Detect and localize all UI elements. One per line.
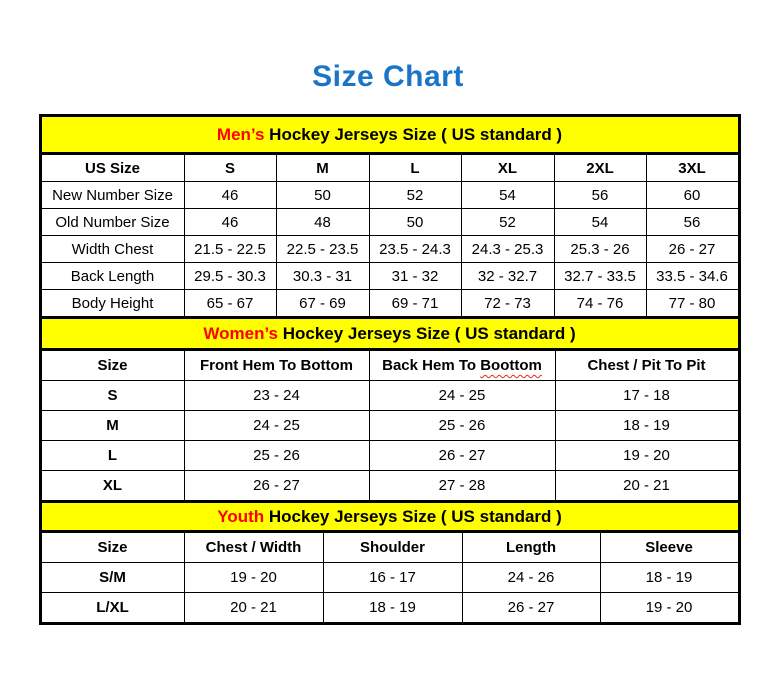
youth-cell: 26 - 27 [462, 593, 600, 624]
mens-cell: 67 - 69 [276, 290, 369, 318]
mens-column-header: S [184, 154, 276, 182]
womens-band-highlight: Women’s [203, 323, 278, 343]
womens-row-label: L [40, 441, 184, 471]
womens-row-label: XL [40, 471, 184, 502]
mens-cell: 60 [646, 182, 739, 209]
womens-data-row [40, 411, 739, 441]
youth-column-header: Shoulder [323, 532, 462, 563]
mens-cell: 29.5 - 30.3 [184, 263, 276, 290]
womens-band-row [40, 318, 739, 350]
youth-cell: 20 - 21 [184, 593, 323, 624]
womens-cell: 25 - 26 [184, 441, 369, 471]
womens-column-header: Front Hem To Bottom [184, 350, 369, 381]
mens-column-header: XL [461, 154, 554, 182]
womens-data-row [40, 441, 739, 471]
youth-column-header: Chest / Width [184, 532, 323, 563]
mens-cell: 72 - 73 [461, 290, 554, 318]
womens-cell: 18 - 19 [555, 411, 739, 441]
womens-band-cell [40, 318, 739, 350]
mens-cell: 23.5 - 24.3 [369, 236, 461, 263]
womens-header-row [40, 350, 739, 381]
youth-cell: 24 - 26 [462, 563, 600, 593]
youth-band-cell [40, 502, 739, 532]
mens-data-row [40, 182, 739, 209]
womens-cell: 26 - 27 [369, 441, 555, 471]
youth-row-label: S/M [40, 563, 184, 593]
womens-row-label: M [40, 411, 184, 441]
womens-column-header: Size [40, 350, 184, 381]
mens-column-header: 3XL [646, 154, 739, 182]
womens-column-header [369, 350, 555, 381]
youth-band-text: Hockey Jerseys Size ( US standard ) [264, 506, 562, 526]
mens-row-label: Back Length [40, 263, 184, 290]
mens-cell: 69 - 71 [369, 290, 461, 318]
mens-cell: 32 - 32.7 [461, 263, 554, 290]
mens-cell: 52 [369, 182, 461, 209]
mens-size-table [39, 114, 741, 319]
mens-row-label: Body Height [40, 290, 184, 318]
mens-column-header: 2XL [554, 154, 646, 182]
youth-header-row [40, 532, 739, 563]
mens-cell: 50 [276, 182, 369, 209]
mens-cell: 65 - 67 [184, 290, 276, 318]
womens-cell: 24 - 25 [184, 411, 369, 441]
youth-column-header: Size [40, 532, 184, 563]
womens-cell: 23 - 24 [184, 381, 369, 411]
mens-cell: 24.3 - 25.3 [461, 236, 554, 263]
mens-cell: 54 [461, 182, 554, 209]
mens-cell: 33.5 - 34.6 [646, 263, 739, 290]
mens-cell: 52 [461, 209, 554, 236]
womens-band-text: Hockey Jerseys Size ( US standard ) [278, 323, 576, 343]
mens-column-header: US Size [40, 154, 184, 182]
mens-cell: 46 [184, 182, 276, 209]
mens-cell: 74 - 76 [554, 290, 646, 318]
mens-band-text: Hockey Jerseys Size ( US standard ) [264, 124, 563, 144]
womens-size-table [39, 316, 741, 503]
youth-column-header: Sleeve [600, 532, 739, 563]
mens-data-row [40, 263, 739, 290]
mens-band-row [40, 116, 739, 154]
mens-cell: 46 [184, 209, 276, 236]
mens-cell: 77 - 80 [646, 290, 739, 318]
mens-header-row [40, 154, 739, 182]
youth-size-table [39, 500, 741, 625]
mens-cell: 50 [369, 209, 461, 236]
youth-column-header: Length [462, 532, 600, 563]
mens-cell: 22.5 - 23.5 [276, 236, 369, 263]
mens-cell: 21.5 - 22.5 [184, 236, 276, 263]
youth-cell: 18 - 19 [600, 563, 739, 593]
womens-data-row [40, 381, 739, 411]
womens-cell: 24 - 25 [369, 381, 555, 411]
womens-cell: 17 - 18 [555, 381, 739, 411]
youth-row-label: L/XL [40, 593, 184, 624]
womens-row-label: S [40, 381, 184, 411]
youth-cell: 18 - 19 [323, 593, 462, 624]
mens-cell: 30.3 - 31 [276, 263, 369, 290]
womens-cell: 26 - 27 [184, 471, 369, 502]
mens-cell: 56 [554, 182, 646, 209]
mens-column-header: M [276, 154, 369, 182]
size-tables-container [39, 114, 738, 625]
mens-column-header: L [369, 154, 461, 182]
mens-row-label: Old Number Size [40, 209, 184, 236]
mens-cell: 32.7 - 33.5 [554, 263, 646, 290]
womens-cell: 19 - 20 [555, 441, 739, 471]
mens-row-label: New Number Size [40, 182, 184, 209]
youth-cell: 16 - 17 [323, 563, 462, 593]
mens-band-highlight: Men’s [216, 124, 265, 144]
mens-cell: 26 - 27 [646, 236, 739, 263]
youth-band-row [40, 502, 739, 532]
youth-data-row [40, 593, 739, 624]
mens-data-row [40, 290, 739, 318]
youth-cell: 19 - 20 [184, 563, 323, 593]
mens-data-row [40, 236, 739, 263]
youth-data-row [40, 563, 739, 593]
mens-data-row [40, 209, 739, 236]
mens-cell: 56 [646, 209, 739, 236]
page-title: Size Chart [312, 60, 464, 93]
mens-cell: 25.3 - 26 [554, 236, 646, 263]
womens-cell: 25 - 26 [369, 411, 555, 441]
youth-band-highlight: Youth [217, 506, 265, 526]
mens-row-label: Width Chest [40, 236, 184, 263]
womens-data-row [40, 471, 739, 502]
womens-misspelled-word: Boottom [480, 357, 542, 374]
mens-cell: 48 [276, 209, 369, 236]
mens-cell: 31 - 32 [369, 263, 461, 290]
womens-column-header-text: Back Hem To [382, 357, 481, 374]
womens-cell: 27 - 28 [369, 471, 555, 502]
mens-band-cell [40, 116, 739, 154]
womens-cell: 20 - 21 [555, 471, 739, 502]
youth-cell: 19 - 20 [600, 593, 739, 624]
mens-cell: 54 [554, 209, 646, 236]
womens-column-header: Chest / Pit To Pit [555, 350, 739, 381]
